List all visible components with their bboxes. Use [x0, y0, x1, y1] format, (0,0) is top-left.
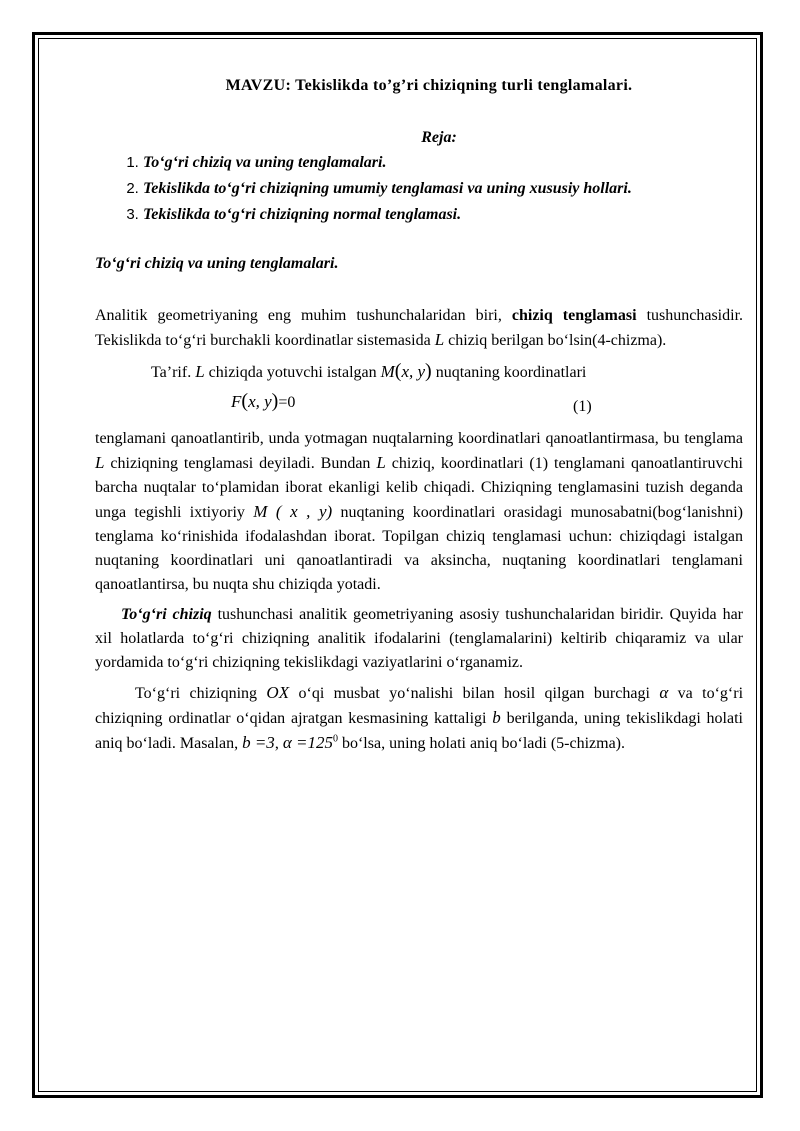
- math-var-b: b: [492, 708, 501, 727]
- math-alpha: α: [659, 683, 669, 702]
- math-axis-OX: OX: [266, 683, 290, 702]
- equation-line: [95, 389, 743, 417]
- math-var-L: L: [434, 330, 445, 349]
- paragraph-line-concept: To‘g‘ri chiziq tushunchasi analitik geometriyaning asosiy tushunchalaridan biridir. Quyida har xil holatlarda to‘g‘ri chiziqning analitik ifodalarini (tenglamalarini) keltirib chiqaramiz va ular yordamida to‘g‘ri chiziqning tekislikdagi vaziyatlarini o‘rganamiz.: [95, 606, 744, 671]
- topic-title: MAVZU: Tekislikda to’g’ri chiziqning turli tenglamalari.: [225, 77, 633, 94]
- paragraph-definition-cont: tenglamani qanoatlantirib, unda yotmagan nuqtalarning koordinatlari qanoatlantirmasa, bu tenglama L chiziqning tenglamasi deyiladi. Bundan L chiziq, koordinatlari (1) tenglamani qanoatlantiruvchi barcha nuqtalar to‘plamidan iborat ekanligi kelib chiqadi. Chiziqning tenglamasini tuzish deganda unga tegishli ixtiyoriy M ( x , y) nuqtaning koordinatlari orasidagi munosabatni(bog‘lanishni) tenglama ko‘rinishida ifodalashdan iborat. Topilgan chiziq tenglamasi uchun: chiziqdagi istalgan nuqtaning koordinatlari uni qanoatlantiradi va aksincha, nuqtaning koordinatlari tenglamani qanoatlantirsa, bu nuqta shu chiziqda yotadi.: [95, 430, 743, 593]
- paragraph-intro: Analitik geometriyaning eng muhim tushunchalaridan biri, chiziq tenglamasi tushunchasidir. Tekislikda to‘g‘ri burchakli koordinatlar sistemasida L chiziq berilgan bo‘lsin(4-chizma).: [95, 307, 744, 349]
- equation-number: (1): [573, 398, 592, 415]
- paragraph-line-angle: To‘g‘ri chiziqning OX o‘qi musbat yo‘nalishi bilan hosil qilgan burchagi α va to‘g‘ri chiziqning ordinatlar o‘qidan ajratgan kesmasining kattaligi b berilganda, uning tekislikdagi holati aniq bo‘ladi. Masalan, b =3, $\alpha =125^0$ bo‘lsa, uning holati aniq bo‘ladi (5-chizma).: [95, 683, 744, 752]
- plan-list: [95, 150, 743, 228]
- math-var-L: L: [195, 362, 205, 381]
- math-var-L: L: [95, 453, 105, 472]
- math-alpha-value: α =125: [282, 733, 333, 752]
- plan-item: 2. Tekislikda to‘g‘ri chiziqning umumiy tenglamasi va uning xususiy hollari.: [143, 176, 743, 202]
- equation-1: F(x, y)=0: [231, 390, 296, 412]
- section-heading: To‘g‘ri chiziq va uning tenglamalari.: [95, 255, 339, 272]
- plan-label: Reja:: [421, 129, 457, 146]
- definition-line: Ta’rif. L chiziqda yotuvchi istalgan M(x, y) nuqtaning koordinatlari: [151, 360, 587, 382]
- math-var-L: L: [376, 453, 386, 472]
- math-b-value: b =3: [242, 733, 275, 752]
- document-body: [95, 74, 743, 756]
- math-point: M: [380, 362, 395, 381]
- plan-item: 1. To‘g‘ri chiziq va uning tenglamalari.: [143, 150, 743, 176]
- plan-item: 3. Tekislikda to‘g‘ri chiziqning normal tenglamasi.: [143, 202, 743, 228]
- math-point: M ( x , y): [253, 502, 333, 521]
